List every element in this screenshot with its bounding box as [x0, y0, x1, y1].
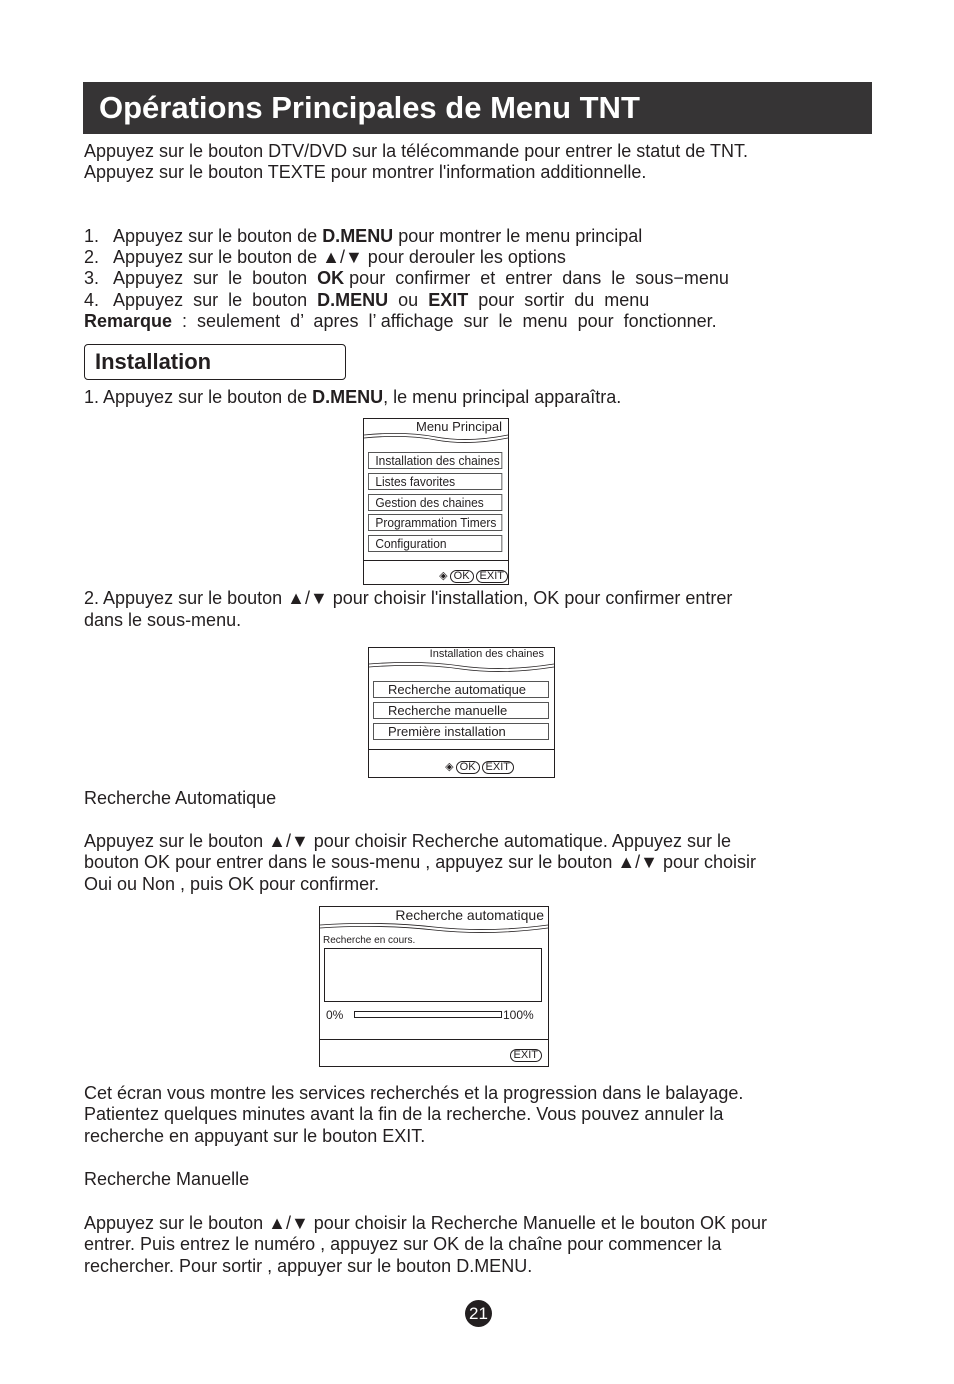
menu-item: Configuration [368, 535, 502, 552]
section-heading-installation: Installation [84, 344, 346, 380]
auto-search-diagram: Recherche automatique Recherche en cours. 0% 100% EXIT [319, 906, 549, 1067]
intro-line: Appuyez sur le bouton DTV/DVD sur la télécommande pour entrer le statut de TNT. [84, 141, 748, 161]
install-step-2: 2. Appuyez sur le bouton ▲/▼ pour choisir l'installation, OK pour confirmer entrer [84, 588, 733, 608]
auto-text: Appuyez sur le bouton ▲/▼ pour choisir Recherche automatique. Appuyez sur le [84, 831, 731, 851]
scan-text: Cet écran vous montre les services recherchés et la progression dans le balayage. [84, 1083, 744, 1103]
menu-item: Recherche manuelle [373, 702, 549, 719]
results-area [324, 948, 542, 1002]
remark: Remarque : seulement d’ apres l’ affichage sur le menu pour fonctionner. [84, 311, 717, 331]
menu-item: Programmation Timers [368, 514, 502, 531]
step-1: 1. Appuyez sur le bouton de D.MENU pour montrer le menu principal [84, 226, 643, 246]
auto-heading: Recherche Automatique [84, 788, 277, 808]
install-step-1: 1. Appuyez sur le bouton de D.MENU, le menu principal apparaîtra. [84, 387, 622, 407]
menu-footer-keys: ◈ OK EXIT [439, 569, 508, 583]
progress-min: 0% [326, 1008, 344, 1022]
page-title: Opérations Principales de Menu TNT [99, 90, 640, 125]
exit-key: EXIT [510, 1049, 542, 1062]
installation-menu-diagram: Installation des chaines Recherche automatique Recherche manuelle Première installation ◈ OK EXIT [368, 647, 555, 778]
progress-max: 100% [503, 1008, 534, 1022]
menu-item: Listes favorites [368, 473, 502, 490]
menu-item: Installation des chaines [368, 452, 502, 469]
scan-text: Patientez quelques minutes avant la fin de la recherche. Vous pouvez annuler la [84, 1104, 724, 1124]
up-down-icon: ◈ [445, 761, 454, 773]
manual-text: entrer. Puis entrez le numéro , appuyez sur OK de la chaîne pour commencer la [84, 1234, 722, 1254]
manual-text: Appuyez sur le bouton ▲/▼ pour choisir la Recherche Manuelle et le bouton OK pour [84, 1213, 768, 1233]
menu-footer-keys: ◈ OK EXIT [445, 760, 514, 774]
menu-principal-diagram: Menu Principal Installation des chaines Listes favorites Gestion des chaines Programmation Timers Configuration ◈ OK EXIT [363, 418, 509, 585]
manual-text: rechercher. Pour sortir , appuyer sur le bouton D.MENU. [84, 1256, 533, 1276]
step-4: 4. Appuyez sur le bouton D.MENU ou EXIT pour sortir du menu [84, 290, 650, 310]
search-status: Recherche en cours. [323, 935, 416, 946]
menu-item: Première installation [373, 723, 549, 740]
progress-bar [354, 1011, 502, 1018]
page-number: 21 [465, 1300, 492, 1327]
step-3: 3. Appuyez sur le bouton OK pour confirmer et entrer dans le sous−menu [84, 268, 729, 288]
scan-text: recherche en appuyant sur le bouton EXIT. [84, 1126, 426, 1146]
intro-line: Appuyez sur le bouton TEXTE pour montrer l'information additionnelle. [84, 162, 647, 182]
auto-text: Oui ou Non , puis OK pour confirmer. [84, 874, 380, 894]
menu-item: Gestion des chaines [368, 494, 502, 511]
up-down-icon: ◈ [439, 570, 448, 582]
page-header [83, 82, 872, 134]
auto-text: bouton OK pour entrer dans le sous-menu , appuyez sur le bouton ▲/▼ pour choisir [84, 852, 757, 872]
manual-heading: Recherche Manuelle [84, 1169, 250, 1189]
menu-item: Recherche automatique [373, 681, 549, 698]
install-step-2: dans le sous-menu. [84, 610, 242, 630]
step-2: 2. Appuyez sur le bouton de ▲/▼ pour derouler les options [84, 247, 566, 267]
